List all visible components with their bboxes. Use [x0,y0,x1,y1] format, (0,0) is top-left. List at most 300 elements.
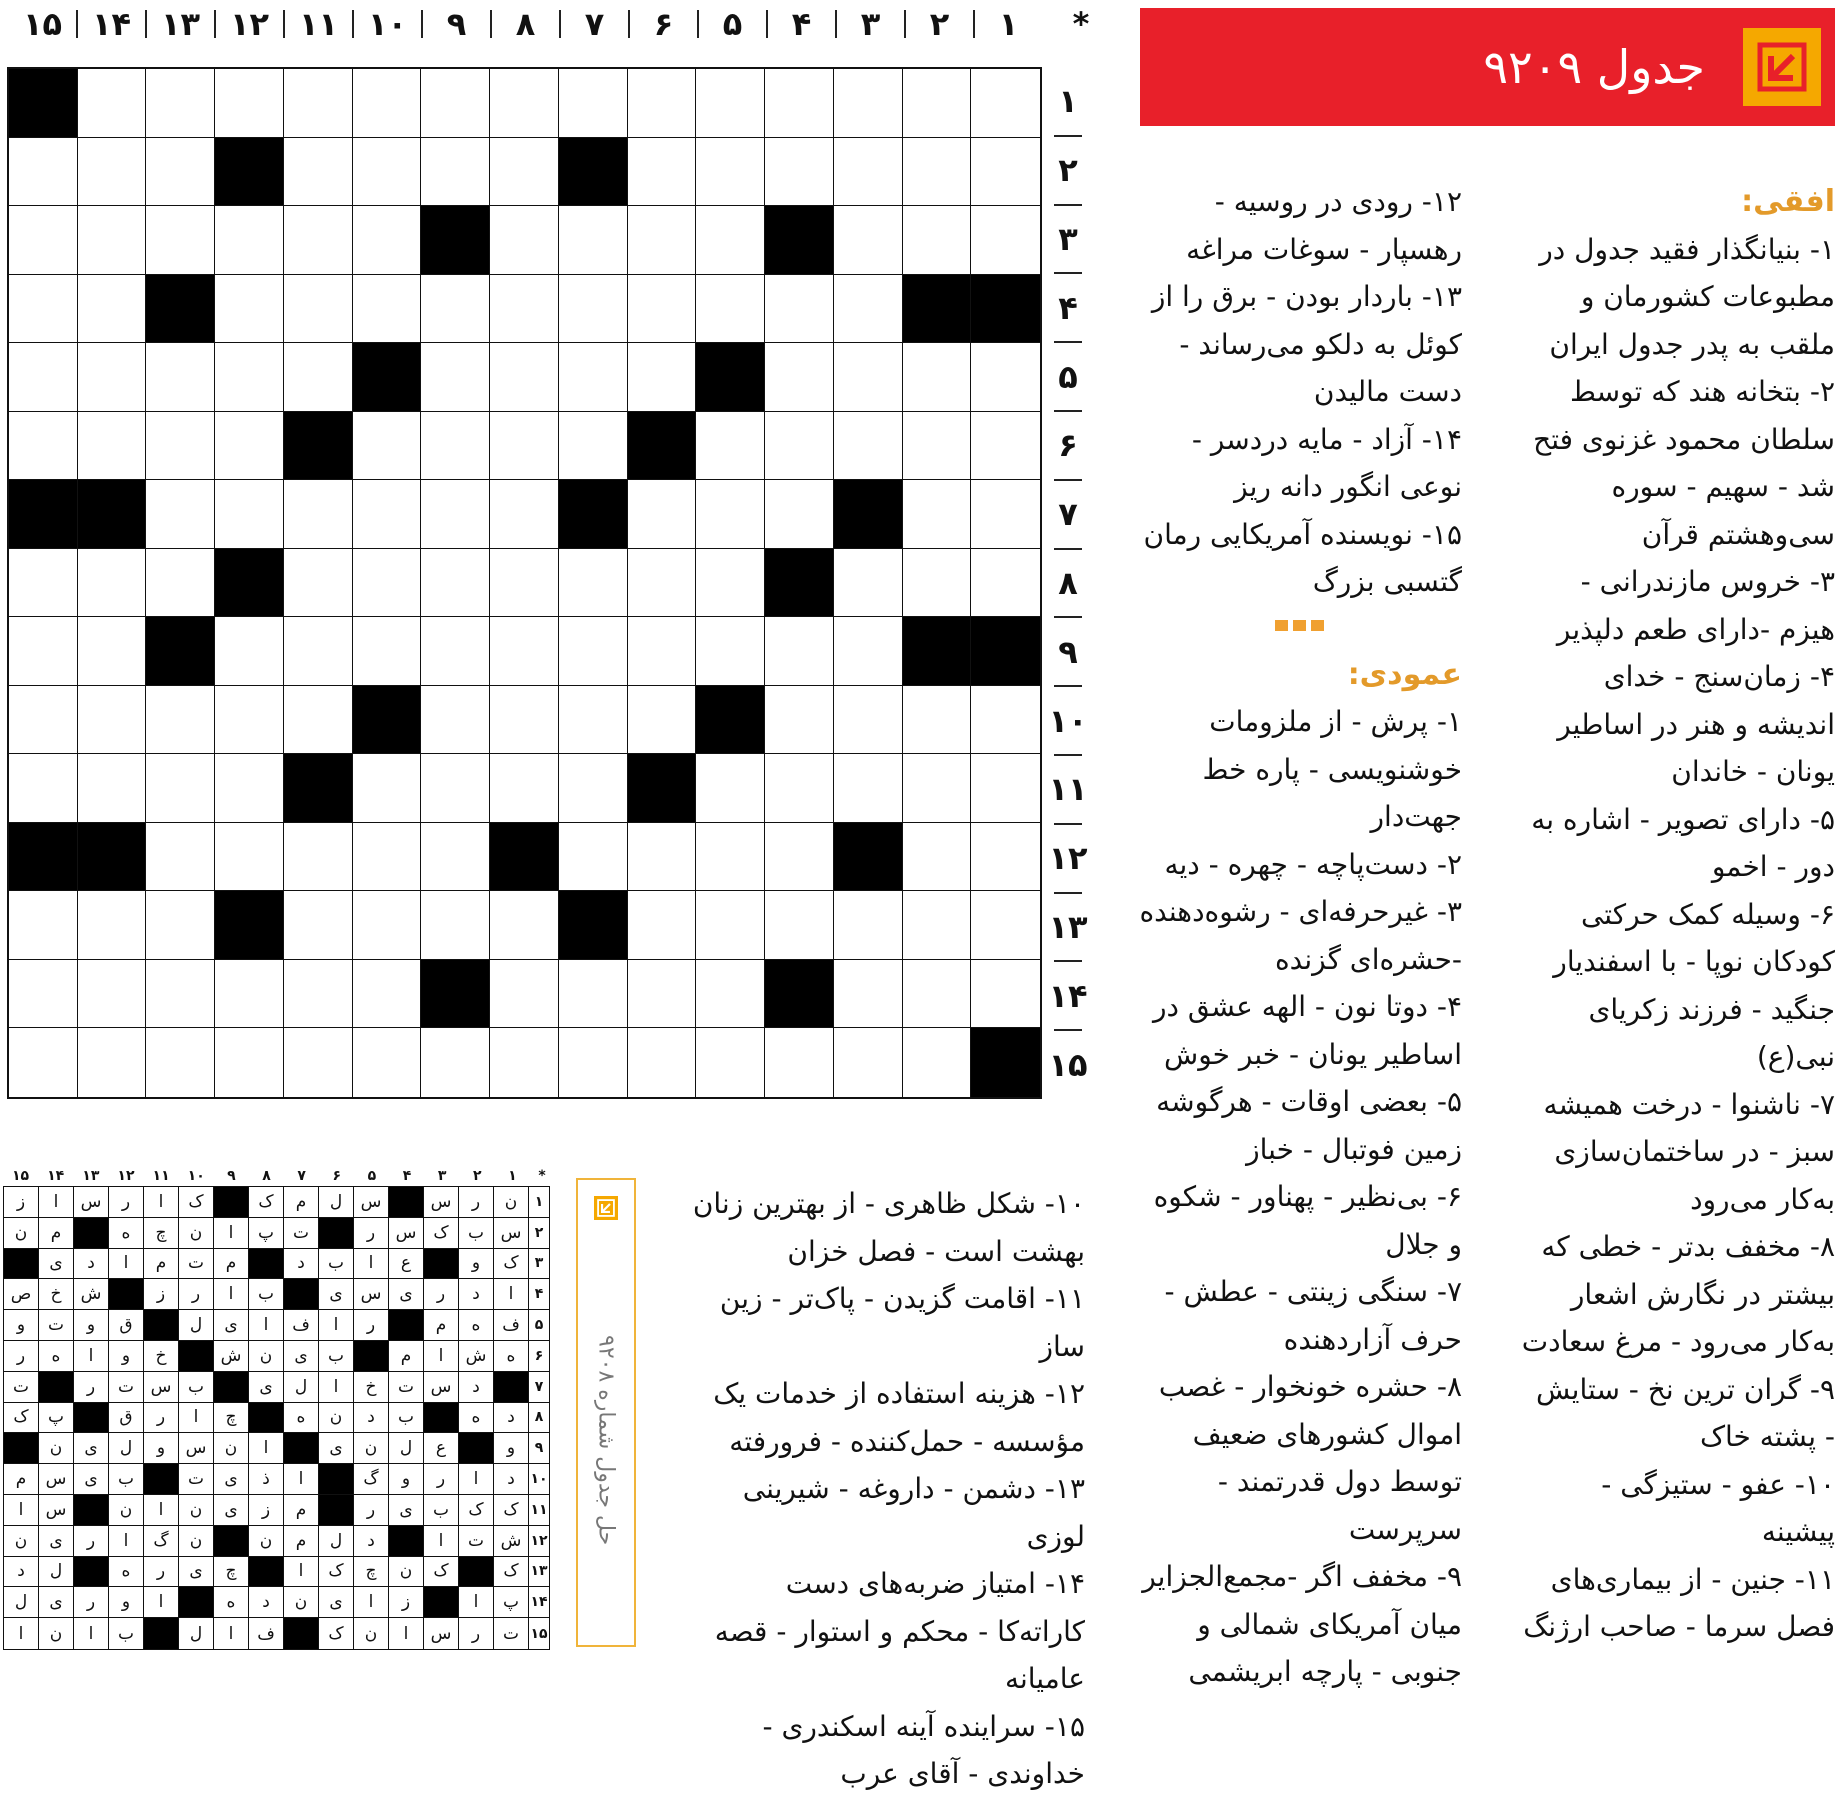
crossword-cell[interactable] [490,343,559,412]
solution-letter: ن [249,1341,284,1372]
crossword-cell[interactable] [628,617,697,686]
row-number: ۴ [1058,288,1078,327]
black-cell [284,754,353,823]
crossword-cell[interactable] [765,617,834,686]
crossword-cell[interactable] [628,823,697,892]
crossword-cell[interactable] [146,206,215,275]
crossword-cell[interactable] [215,1028,284,1097]
crossword-cell[interactable] [765,823,834,892]
crossword-cell[interactable] [78,275,147,344]
crossword-cell[interactable] [696,138,765,207]
crossword-cell[interactable] [78,412,147,481]
row-number: ۶ [1058,426,1078,465]
v-clue: ۱۲- هزینه استفاده از خدمات یک مؤسسه - حمل‌کننده - فرورفته [713,1377,1085,1458]
crossword-cell[interactable] [765,754,834,823]
solution-letter: د [284,1249,319,1280]
crossword-cell[interactable] [146,138,215,207]
crossword-cell[interactable] [9,686,78,755]
crossword-cell[interactable] [78,960,147,1029]
crossword-cell[interactable] [353,412,422,481]
crossword-cell[interactable] [834,891,903,960]
crossword-cell[interactable] [559,823,628,892]
solution-letter: ا [109,1249,144,1280]
crossword-cell[interactable] [78,754,147,823]
crossword-cell[interactable] [9,206,78,275]
column-separator [904,10,906,38]
solution-black-cell [74,1495,109,1526]
black-cell [765,960,834,1029]
crossword-cell[interactable] [421,343,490,412]
black-cell [284,412,353,481]
crossword-cell[interactable] [628,686,697,755]
row-number: ۱۱ [1048,770,1088,809]
crossword-cell[interactable] [146,754,215,823]
solution-letter: س [179,1433,214,1464]
crossword-cell[interactable] [421,412,490,481]
crossword-cell[interactable] [696,1028,765,1097]
crossword-cell[interactable] [834,1028,903,1097]
crossword-cell[interactable] [353,617,422,686]
crossword-cell[interactable] [215,617,284,686]
crossword-cell[interactable] [971,754,1040,823]
crossword-cell[interactable] [971,823,1040,892]
h-clue: ۶- وسیله کمک حرکتی کودکان نوپا - با اسفندیار جنگید - فرزند زکریای نبی(ع) [1553,897,1835,1073]
black-cell [559,138,628,207]
crossword-cell[interactable] [146,960,215,1029]
solution-column-number: ۷ [297,1168,306,1184]
solution-column-number: ۲ [473,1168,482,1184]
solution-row-number: ۱ [529,1187,549,1218]
crossword-cell[interactable] [421,754,490,823]
crossword-cell[interactable] [284,1028,353,1097]
solution-letter: ر [354,1495,389,1526]
crossword-cell[interactable] [421,1028,490,1097]
crossword-cell[interactable] [696,617,765,686]
crossword-cell[interactable] [559,617,628,686]
crossword-cell[interactable] [903,480,972,549]
solution-letter: ی [39,1526,74,1557]
crossword-cell[interactable] [903,686,972,755]
solution-letter: پ [39,1403,74,1434]
solution-letter: ب [319,1341,354,1372]
crossword-cell[interactable] [9,412,78,481]
solution-letter: م [284,1526,319,1557]
crossword-cell[interactable] [353,1028,422,1097]
crossword-cell[interactable] [284,480,353,549]
crossword-cell[interactable] [903,960,972,1029]
solution-black-cell [319,1495,354,1526]
solution-letter: د [459,1372,494,1403]
solution-black-cell [144,1618,179,1649]
crossword-cell[interactable] [353,206,422,275]
crossword-cell[interactable] [421,480,490,549]
crossword-cell[interactable] [284,686,353,755]
crossword-cell[interactable] [765,343,834,412]
crossword-cell[interactable] [146,343,215,412]
crossword-cell[interactable] [284,549,353,618]
crossword-cell[interactable] [78,206,147,275]
crossword-cell[interactable] [559,343,628,412]
crossword-cell[interactable] [559,206,628,275]
column-separator [697,10,699,38]
column-separator [352,10,354,38]
crossword-cell[interactable] [559,686,628,755]
crossword-cell[interactable] [696,891,765,960]
crossword-cell[interactable] [421,549,490,618]
crossword-cell[interactable] [696,275,765,344]
crossword-cell[interactable] [834,275,903,344]
crossword-cell[interactable] [834,617,903,686]
solution-letter: ل [284,1372,319,1403]
v-clue: ۶- بی‌نظیر - پهناور - شکوه و جلال [1153,1180,1462,1261]
crossword-cell[interactable] [215,754,284,823]
crossword-cell[interactable] [490,69,559,138]
crossword-cell[interactable] [490,686,559,755]
crossword-cell[interactable] [215,412,284,481]
black-cell [971,1028,1040,1097]
h-clue: ۲- بتخانه هند که توسط سلطان محمود غزنوی فتح شد - سهیم - سوره سی‌وهشتم قرآن [1533,375,1835,551]
crossword-cell[interactable] [696,69,765,138]
crossword-cell[interactable] [78,343,147,412]
crossword-cell[interactable] [353,69,422,138]
crossword-cell[interactable] [421,617,490,686]
crossword-cell[interactable] [284,206,353,275]
crossword-cell[interactable] [559,549,628,618]
h-clue: ۱- بنیانگذار فقید جدول در مطبوعات کشورمان و ملقب به پدر جدول ایران [1539,232,1835,361]
v-clue: ۱۴- امتیاز ضربه‌های دست کاراته‌کا - محکم و استوار - قصه عامیانه [714,1567,1085,1695]
solution-grid [3,1186,550,1650]
crossword-cell[interactable] [903,823,972,892]
crossword-cell[interactable] [628,480,697,549]
crossword-cell[interactable] [78,617,147,686]
crossword-cell[interactable] [9,754,78,823]
crossword-cell[interactable] [765,69,834,138]
crossword-cell[interactable] [765,138,834,207]
crossword-cell[interactable] [696,412,765,481]
crossword-cell[interactable] [146,823,215,892]
crossword-grid[interactable] [7,67,1042,1099]
solution-black-cell [109,1279,144,1310]
crossword-cell[interactable] [628,206,697,275]
solution-letter: ل [39,1557,74,1588]
solution-letter: ا [39,1187,74,1218]
crossword-cell[interactable] [971,480,1040,549]
crossword-cell[interactable] [628,138,697,207]
solution-letter: ن [354,1433,389,1464]
crossword-cell[interactable] [353,138,422,207]
crossword-cell[interactable] [696,549,765,618]
crossword-cell[interactable] [146,1028,215,1097]
crossword-cell[interactable] [971,69,1040,138]
solution-letter: ی [214,1464,249,1495]
black-cell [559,891,628,960]
crossword-cell[interactable] [421,823,490,892]
title-banner [1140,8,1835,126]
crossword-cell[interactable] [421,686,490,755]
crossword-cell[interactable] [9,343,78,412]
solution-black-cell [144,1310,179,1341]
crossword-cell[interactable] [9,549,78,618]
crossword-cell[interactable] [284,343,353,412]
crossword-cell[interactable] [284,891,353,960]
crossword-cell[interactable] [971,549,1040,618]
crossword-cell[interactable] [78,891,147,960]
crossword-cell[interactable] [146,549,215,618]
crossword-cell[interactable] [765,1028,834,1097]
crossword-cell[interactable] [834,69,903,138]
crossword-cell[interactable] [559,960,628,1029]
crossword-cell[interactable] [284,69,353,138]
crossword-cell[interactable] [146,69,215,138]
solution-letter: د [354,1526,389,1557]
crossword-cell[interactable] [490,891,559,960]
solution-letter: ب [109,1464,144,1495]
solution-letter: چ [214,1557,249,1588]
crossword-cell[interactable] [284,823,353,892]
solution-column-number: ۶ [332,1168,342,1184]
crossword-cell[interactable] [215,206,284,275]
crossword-cell[interactable] [353,549,422,618]
crossword-cell[interactable] [353,480,422,549]
column-number: ۱۵ [22,5,63,43]
crossword-cell[interactable] [146,480,215,549]
crossword-cell[interactable] [78,138,147,207]
black-cell [559,480,628,549]
solution-letter: ا [459,1464,494,1495]
crossword-cell[interactable] [490,206,559,275]
solution-letter: ت [179,1464,214,1495]
crossword-cell[interactable] [834,206,903,275]
solution-letter: ه [109,1557,144,1588]
solution-letter: ا [214,1279,249,1310]
solution-row-number: ۷ [529,1372,549,1403]
solution-letter: ا [319,1372,354,1403]
crossword-cell[interactable] [628,1028,697,1097]
crossword-cell[interactable] [628,891,697,960]
crossword-cell[interactable] [490,549,559,618]
solution-letter: و [109,1587,144,1618]
crossword-cell[interactable] [628,549,697,618]
v-clue: ۱۱- اقامت گزیدن - پاک‌تر - زین ساز [719,1282,1085,1363]
crossword-cell[interactable] [696,480,765,549]
crossword-cell[interactable] [78,1028,147,1097]
solution-row-number: ۲ [529,1218,549,1249]
crossword-cell[interactable] [834,343,903,412]
solution-letter: ک [494,1249,529,1280]
crossword-cell[interactable] [834,138,903,207]
solution-letter: ف [284,1310,319,1341]
black-cell [696,343,765,412]
crossword-cell[interactable] [971,412,1040,481]
crossword-cell[interactable] [903,891,972,960]
crossword-cell[interactable] [559,1028,628,1097]
crossword-cell[interactable] [903,206,972,275]
crossword-cell[interactable] [146,686,215,755]
crossword-cell[interactable] [353,891,422,960]
crossword-cell[interactable] [9,275,78,344]
solution-letter: ز [389,1587,424,1618]
solution-black-cell [319,1464,354,1495]
solution-letter: م [4,1464,39,1495]
crossword-cell[interactable] [903,69,972,138]
v-clue: ۹- مخفف اگر -مجمع‌الجزایر میان آمریکای شمالی و جنوبی - پارچه ابریشمی [1142,1560,1462,1688]
solution-letter: ا [424,1341,459,1372]
crossword-cell[interactable] [696,960,765,1029]
crossword-cell[interactable] [971,686,1040,755]
crossword-cell[interactable] [9,960,78,1029]
crossword-cell[interactable] [146,412,215,481]
solution-letter: س [74,1187,109,1218]
crossword-cell[interactable] [421,275,490,344]
solution-black-cell [319,1218,354,1249]
solution-letter: ی [214,1310,249,1341]
crossword-cell[interactable] [903,754,972,823]
crossword-cell[interactable] [353,275,422,344]
crossword-cell[interactable] [284,617,353,686]
crossword-cell[interactable] [765,891,834,960]
solution-letter: ی [179,1557,214,1588]
crossword-cell[interactable] [696,754,765,823]
black-cell [765,206,834,275]
solution-letter: ر [74,1587,109,1618]
crossword-cell[interactable] [971,960,1040,1029]
solution-letter: د [74,1249,109,1280]
crossword-cell[interactable] [696,206,765,275]
solution-letter: ز [4,1187,39,1218]
crossword-cell[interactable] [490,412,559,481]
crossword-cell[interactable] [903,138,972,207]
crossword-cell[interactable] [490,138,559,207]
crossword-cell[interactable] [78,69,147,138]
crossword-cell[interactable] [765,412,834,481]
solution-letter: ک [319,1557,354,1588]
v-clue: ۳- غیرحرفه‌ای - رشوه‌دهنده -حشره‌ای گزنده [1139,895,1462,976]
solution-letter: ب [249,1279,284,1310]
crossword-cell[interactable] [490,1028,559,1097]
crossword-cell[interactable] [834,686,903,755]
crossword-cell[interactable] [9,138,78,207]
solution-letter: ر [354,1218,389,1249]
crossword-cell[interactable] [628,69,697,138]
crossword-cell[interactable] [971,206,1040,275]
crossword-cell[interactable] [353,754,422,823]
crossword-cell[interactable] [421,69,490,138]
crossword-cell[interactable] [559,69,628,138]
column-number: ۷ [584,5,605,43]
solution-letter: ت [494,1618,529,1649]
crossword-cell[interactable] [421,138,490,207]
crossword-cell[interactable] [421,891,490,960]
crossword-cell[interactable] [215,69,284,138]
crossword-cell[interactable] [903,412,972,481]
crossword-cell[interactable] [215,686,284,755]
crossword-cell[interactable] [834,960,903,1029]
crossword-cell[interactable] [9,891,78,960]
solution-black-cell [284,1279,319,1310]
crossword-cell[interactable] [559,754,628,823]
solution-black-cell [4,1249,39,1280]
crossword-cell[interactable] [215,960,284,1029]
solution-letter: ه [109,1218,144,1249]
crossword-cell[interactable] [353,960,422,1029]
solution-letter: ق [109,1310,144,1341]
crossword-cell[interactable] [215,275,284,344]
crossword-cell[interactable] [765,275,834,344]
crossword-cell[interactable] [903,1028,972,1097]
solution-letter: م [284,1495,319,1526]
solution-letter: و [74,1310,109,1341]
solution-letter: ی [214,1495,249,1526]
crossword-cell[interactable] [765,686,834,755]
crossword-cell[interactable] [628,343,697,412]
crossword-cell[interactable] [284,960,353,1029]
solution-letter: ا [494,1279,529,1310]
solution-letter: ن [179,1218,214,1249]
crossword-cell[interactable] [215,480,284,549]
solution-letter: گ [144,1526,179,1557]
solution-row-number: ۱۲ [529,1526,549,1557]
black-cell [696,686,765,755]
crossword-cell[interactable] [765,480,834,549]
crossword-cell[interactable] [490,275,559,344]
solution-letter: ر [354,1310,389,1341]
crossword-cell[interactable] [353,823,422,892]
crossword-cell[interactable] [9,1028,78,1097]
solution-column-number: ۱ [508,1168,517,1184]
crossword-cell[interactable] [971,891,1040,960]
solution-letter: ا [284,1464,319,1495]
crossword-cell[interactable] [146,891,215,960]
crossword-cell[interactable] [559,275,628,344]
crossword-cell[interactable] [284,138,353,207]
crossword-cell[interactable] [971,138,1040,207]
solution-black-cell [74,1218,109,1249]
crossword-cell[interactable] [834,412,903,481]
crossword-cell[interactable] [834,754,903,823]
crossword-cell[interactable] [971,343,1040,412]
crossword-cell[interactable] [78,549,147,618]
crossword-cell[interactable] [903,549,972,618]
crossword-cell[interactable] [834,549,903,618]
crossword-cell[interactable] [9,617,78,686]
column-number: ۵ [722,5,743,43]
crossword-cell[interactable] [490,960,559,1029]
column-separator [283,10,285,38]
column-number: ۱ [998,5,1019,43]
solution-letter: م [389,1341,424,1372]
crossword-cell[interactable] [628,960,697,1029]
solution-letter: ی [39,1249,74,1280]
crossword-cell[interactable] [215,823,284,892]
crossword-cell[interactable] [215,343,284,412]
crossword-cell[interactable] [490,754,559,823]
crossword-cell[interactable] [490,617,559,686]
crossword-cell[interactable] [490,480,559,549]
crossword-cell[interactable] [628,275,697,344]
crossword-cell[interactable] [696,823,765,892]
solution-letter: ا [179,1403,214,1434]
solution-letter: ا [354,1249,389,1280]
solution-letter: ا [109,1526,144,1557]
crossword-cell[interactable] [284,275,353,344]
vertical-clues-continued [690,1180,1085,1798]
crossword-cell[interactable] [78,686,147,755]
h-clue: ۹- گران ترین نخ - ستایش - پشته خاک [1535,1372,1835,1453]
solution-letter: ن [4,1526,39,1557]
solution-black-cell [214,1187,249,1218]
crossword-cell[interactable] [559,412,628,481]
crossword-cell[interactable] [903,343,972,412]
